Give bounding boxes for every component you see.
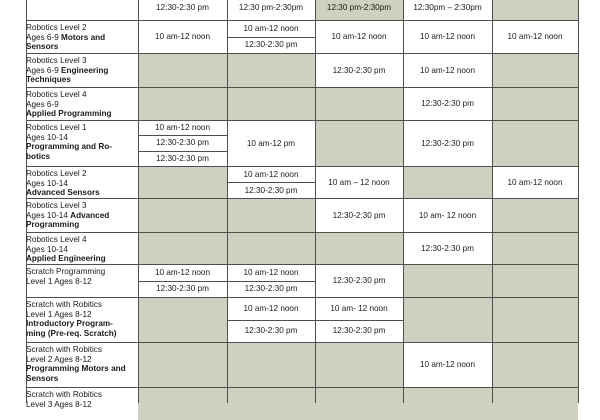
time-slot: 12:30 pm-2:30pm	[326, 2, 392, 12]
time-slot: 10 am-12 noon	[243, 23, 299, 33]
shaded-cell	[138, 232, 227, 264]
course-line-text: Scratch Programming	[26, 267, 106, 276]
shaded-cell	[492, 297, 578, 342]
course-line-bold: Programming	[26, 220, 80, 230]
course-line-bold: Advanced Sensors	[26, 188, 100, 198]
shaded-cell	[138, 87, 227, 120]
shaded-cell	[492, 232, 578, 264]
course-line-text: Scratch with Robitics	[26, 345, 102, 354]
course-line	[26, 400, 138, 410]
time-slot: 10 am-12 pm	[246, 138, 296, 148]
shaded-cell	[227, 198, 315, 232]
shaded-cell	[138, 297, 227, 342]
course-line-text: Level 2 Ages 8-12	[26, 354, 92, 364]
shaded-cell	[492, 120, 578, 166]
time-slot: 10 am-12 noon	[154, 123, 211, 133]
column-border	[227, 0, 228, 403]
course-name	[26, 56, 138, 85]
time-slot: 12:30-2:30 pm	[421, 243, 474, 253]
row-border	[26, 53, 578, 54]
shaded-cell	[315, 87, 403, 120]
course-line	[26, 310, 138, 320]
time-slot: 12:30pm – 2:30pm	[413, 2, 482, 12]
course-line-bold: Applied Programming	[26, 109, 112, 119]
shaded-cell	[492, 0, 578, 20]
course-line	[26, 345, 138, 355]
shaded-cell	[492, 87, 578, 120]
shaded-cell	[315, 232, 403, 264]
course-line-text: Ages 6-9	[26, 32, 62, 42]
shaded-cell	[138, 166, 227, 198]
row-border	[26, 387, 578, 388]
course-line-text: Ages 6-9	[26, 65, 62, 75]
course-line	[26, 123, 138, 133]
course-line-bold: Engineering	[61, 65, 109, 75]
shaded-cell	[403, 297, 492, 342]
course-line-text: Robotics Level 3	[26, 201, 87, 210]
course-line-text: Robotics Level 4	[26, 90, 87, 99]
course-line	[26, 277, 138, 287]
shaded-cell	[138, 198, 227, 232]
course-line-text: Level 3 Ages 8-12	[26, 399, 92, 409]
course-name	[26, 300, 138, 338]
shaded-cell	[315, 342, 403, 387]
row-border	[26, 232, 578, 233]
course-line-text: Robotics Level 2	[26, 169, 87, 178]
row-border	[26, 87, 578, 88]
shaded-cell	[492, 264, 578, 297]
time-slot: 12:30-2:30 pm	[421, 138, 474, 148]
row-border	[26, 342, 578, 343]
course-line	[26, 66, 138, 76]
time-slot: 10 am-12 noon	[507, 32, 563, 41]
course-line	[26, 245, 138, 255]
course-line-text: Ages 10-14	[26, 178, 68, 188]
course-line-text: Level 1 Ages 8-12	[26, 276, 92, 286]
course-name	[26, 345, 138, 383]
course-line	[26, 56, 138, 66]
time-slot: 10 am-12 noon	[154, 32, 211, 41]
shaded-cell	[227, 232, 315, 264]
course-line	[26, 319, 138, 329]
time-slot: 10 am-12 noon	[154, 267, 211, 277]
shaded-cell	[492, 53, 578, 87]
course-name	[26, 23, 138, 52]
time-slot: 12:30-2:30 pm	[332, 210, 386, 220]
shaded-cell	[138, 387, 227, 420]
course-line-bold: Sensors	[26, 373, 59, 383]
time-slot: 12:30-2:30 pm	[244, 284, 298, 294]
course-line	[26, 201, 138, 211]
shaded-cell	[227, 53, 315, 87]
course-line-text: Robotics Level 2	[26, 23, 87, 32]
time-slot: 10 am-12 noon	[419, 32, 476, 41]
time-slot: 12:30-2:30 pm	[244, 326, 298, 336]
time-slot: 12:30-2:30 pm	[244, 185, 298, 195]
course-line	[26, 300, 138, 310]
shaded-cell	[138, 342, 227, 387]
shaded-cell	[227, 342, 315, 387]
course-line-text: Robotics Level 4	[26, 235, 87, 244]
course-line-bold: Techniques	[26, 75, 71, 85]
course-line-text: Ages 10-14	[26, 132, 68, 142]
course-name	[26, 390, 138, 409]
course-line-bold: Advanced	[70, 210, 110, 220]
column-border	[578, 0, 579, 403]
course-line-text: Scratch with Robitics	[26, 300, 102, 309]
time-slot: 10 am-12 noon	[507, 177, 563, 187]
shaded-cell	[492, 198, 578, 232]
course-line	[26, 179, 138, 189]
course-line-text: Scratch with Robitics	[26, 390, 102, 399]
time-slot: 12:30 pm-2:30pm	[238, 2, 304, 12]
time-slot: 10 am-12 noon	[243, 303, 299, 313]
shaded-cell	[315, 120, 403, 166]
time-slot: 10 am-12 noon	[243, 267, 299, 277]
time-slot: 12:30-2:30 pm	[156, 284, 209, 294]
course-line	[26, 390, 138, 400]
column-border	[492, 0, 493, 403]
time-slot: 12:30-2:30 pm	[332, 326, 386, 336]
course-name	[26, 90, 138, 119]
course-line	[26, 169, 138, 179]
shaded-cell	[403, 166, 492, 198]
course-line	[26, 211, 138, 221]
course-line-bold: Applied Engineering	[26, 254, 106, 264]
time-slot: 10 am- 12 noon	[330, 303, 388, 313]
course-line-bold: Sensors	[26, 42, 59, 52]
course-line	[26, 133, 138, 143]
left-margin	[0, 0, 26, 403]
course-line-bold: Programming Motors and	[26, 364, 126, 374]
time-slot: 12:30-2:30 pm	[244, 40, 298, 50]
shaded-cell	[138, 53, 227, 87]
course-line-bold: botics	[26, 151, 51, 161]
course-line	[26, 75, 138, 85]
time-slot: 10 am- 12 noon	[418, 210, 477, 220]
column-border	[138, 0, 139, 403]
course-line	[26, 374, 138, 384]
shaded-cell	[227, 387, 315, 420]
time-slot: 12:30-2:30 pm	[156, 153, 209, 163]
course-line	[26, 267, 138, 277]
time-slot: 10 am – 12 noon	[328, 177, 390, 187]
time-slot: 10 am-12 noon	[331, 32, 387, 41]
course-line	[26, 33, 138, 43]
shaded-cell	[492, 387, 578, 420]
course-line	[26, 142, 138, 152]
course-line	[26, 355, 138, 365]
time-slot: 12:30-2:30 pm	[156, 2, 209, 12]
course-line-text: Robotics Level 1	[26, 123, 87, 132]
course-line	[26, 152, 138, 162]
right-margin	[578, 0, 600, 403]
course-line	[26, 90, 138, 100]
course-line-bold: Introductory Program-	[26, 319, 113, 329]
course-line	[26, 100, 138, 110]
shaded-cell	[315, 387, 403, 420]
shaded-cell	[227, 87, 315, 120]
course-line	[26, 220, 138, 230]
course-line-bold: ming (Pre-req. Scratch)	[26, 328, 117, 338]
shaded-cell	[403, 387, 492, 420]
course-line	[26, 235, 138, 245]
time-slot: 10 am-12 noon	[243, 169, 299, 179]
course-line-text: Ages 6-9	[26, 99, 59, 109]
course-name	[26, 201, 138, 230]
course-line	[26, 329, 138, 339]
course-line-text: Ages 10-14	[26, 244, 68, 254]
shaded-cell	[403, 264, 492, 297]
course-name	[26, 123, 138, 161]
course-name	[26, 267, 138, 286]
time-slot: 12:30-2:30 pm	[421, 99, 474, 108]
course-line-text: Level 1 Ages 8-12	[26, 309, 92, 319]
row-border	[26, 198, 578, 199]
time-slot: 12:30-2:30 pm	[156, 138, 209, 148]
course-line	[26, 23, 138, 33]
course-line	[26, 188, 138, 198]
time-slot: 10 am-12 noon	[419, 360, 476, 369]
course-line-bold: Motors and	[61, 32, 106, 42]
course-line	[26, 364, 138, 374]
course-line	[26, 254, 138, 264]
course-line-text: Robotics Level 3	[26, 56, 87, 65]
time-slot: 12:30-2:30 pm	[332, 276, 386, 285]
course-line-text: Ages 10-14	[26, 210, 71, 220]
course-line	[26, 42, 138, 52]
course-name	[26, 169, 138, 198]
shaded-cell	[492, 342, 578, 387]
time-slot: 10 am-12 noon	[419, 65, 476, 75]
course-line-bold: Programming and Ro-	[26, 142, 112, 152]
time-slot: 12:30-2:30 pm	[332, 65, 386, 75]
course-line	[26, 109, 138, 119]
course-name	[26, 235, 138, 264]
